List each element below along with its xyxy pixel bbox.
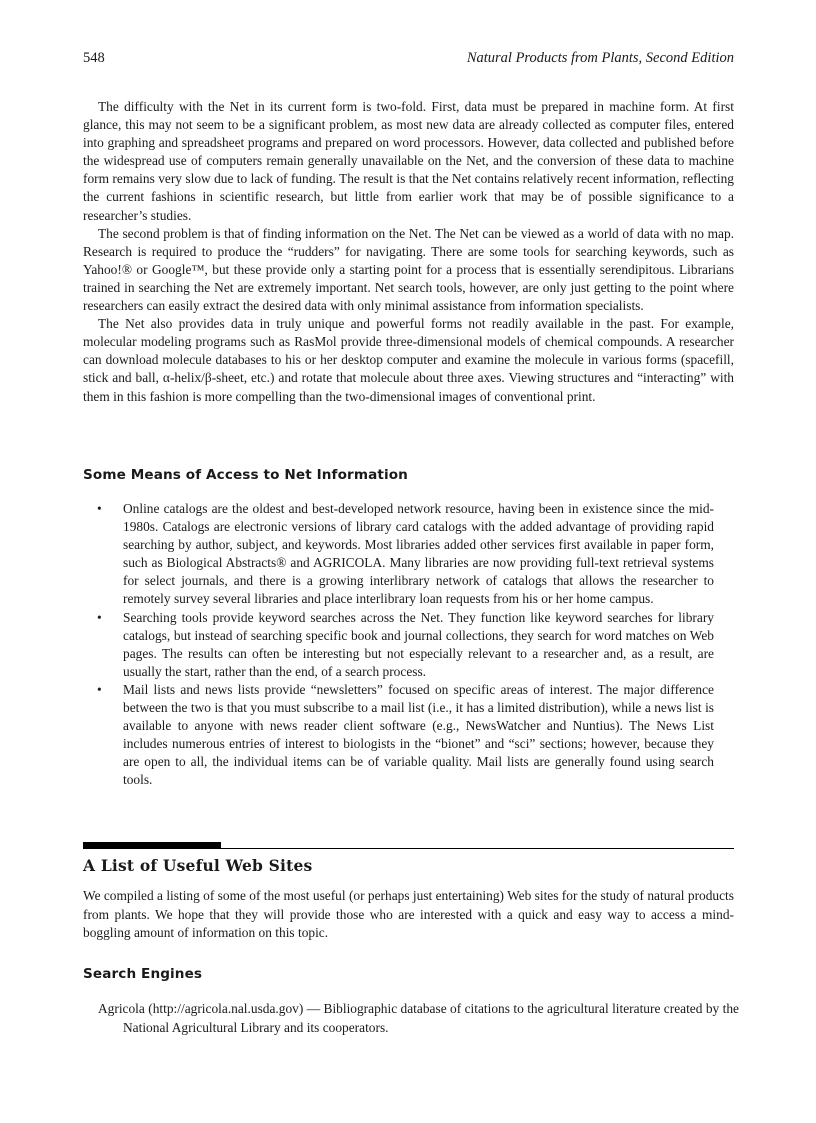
bullet-marker: • [97, 609, 102, 625]
list-item-text: Searching tools provide keyword searches across the Net. They function like keyword searches for library catalogs, but instead of searching specific book and journal collections, they search for word matches on Web pages. The results can often be interesting but not especially relevant to a researcher and, as a result, are usually the start, rather than the end, of a search process. [123, 609, 714, 679]
section-divider [83, 842, 734, 850]
website-entry: Agricola (http://agricola.nal.usda.gov) — Bibliographic database of citations to the agricultural literature created by the National Agricultural Library and its cooperators. [98, 1001, 739, 1035]
page-number: 548 [83, 50, 105, 66]
access-bullet-list [83, 500, 734, 790]
list-item-text: Mail lists and news lists provide “newsletters” focused on specific areas of interest. The major difference between the two is that you must subscribe to a mail list (i.e., it has a limited distribution), while a news list is available to anyone with news reader client software (e.g., NewsWatcher and Nuntius). The News List includes numerous entries of interest to biologists in the “bionet” and “sci” sections; however, because they are open to all, the individual items can be of variable quality. Mail lists are generally found using search tools. [123, 681, 714, 788]
running-header [83, 50, 734, 70]
paragraph: The Net also provides data in truly unique and powerful forms not readily available in the past. For example, molecular modeling programs such as RasMol provide three-dimensional models of chemical compounds. A researcher can download molecule databases to his or her desktop computer and examine the molecule in various forms (spacefill, stick and ball, α-helix/β-sheet, etc.) and rotate that molecule about three axes. Viewing structures and “interacting” with them in this fashion is more compelling than the two-dimensional images of conventional print. [83, 316, 734, 404]
paragraph: The difficulty with the Net in its current form is two-fold. First, data must be prepared in machine form. At first glance, this may not seem to be a significant problem, as most new data are already collected as computer files, entered into graphing and spreadsheet programs and prepared on word processors. However, data collected and published before the widespread use of computers remain generally unavailable on the Net, and the conversion of these data to machine form remains very slow due to lack of funding. The result is that the Net contains relatively recent information, reflecting the current fashions in scientific research, but little from earlier work that may be of possible significance to a researcher’s studies. [83, 99, 734, 223]
section-heading-access: Some Means of Access to Net Information [83, 467, 408, 483]
list-item [83, 500, 734, 609]
list-item [83, 681, 734, 790]
divider-thin-line [83, 848, 734, 849]
paragraph: The second problem is that of finding information on the Net. The Net can be viewed as a world of data with no map. Research is required to produce the “rudders” for navigating. There are some tools for searching keywords, such as Yahoo!® or Google™, but these provide only a starting point for a process that is essentially serendipitous. Librarians trained in searching the Net are extremely important. Net search tools, however, are only just getting to the point where researchers can easily extract the desired data with only minimal assistance from information specialists. [83, 225, 734, 314]
section-heading-websites: A List of Useful Web Sites [83, 856, 313, 875]
bullet-marker: • [97, 681, 102, 697]
bullet-marker: • [97, 501, 102, 516]
websites-intro: We compiled a listing of some of the most useful (or perhaps just entertaining) Web sites for the study of natural products from plants. We hope that they will provide those who are interested with a quick and easy way to access a mind-boggling amount of information on this topic. [83, 888, 734, 941]
subheading-search-engines: Search Engines [83, 966, 203, 982]
list-item [83, 609, 734, 681]
body-text [83, 98, 734, 406]
list-item-text: Online catalogs are the oldest and best-developed network resource, having been in existence since the mid-1980s. Catalogs are electronic versions of library card catalogs with the added advantage of providing rapid searching by author, subject, and keywords. Most libraries added other services first available in paper form, such as Biological Abstracts® and AGRICOLA. Many libraries are now providing full-text retrieval systems for select journals, and there is a growing interlibrary network of catalogs that allows the researcher to remotely survey several libraries and place interlibrary loan requests from his or her home campus. [123, 501, 714, 607]
running-title: Natural Products from Plants, Second Edition [466, 50, 734, 66]
